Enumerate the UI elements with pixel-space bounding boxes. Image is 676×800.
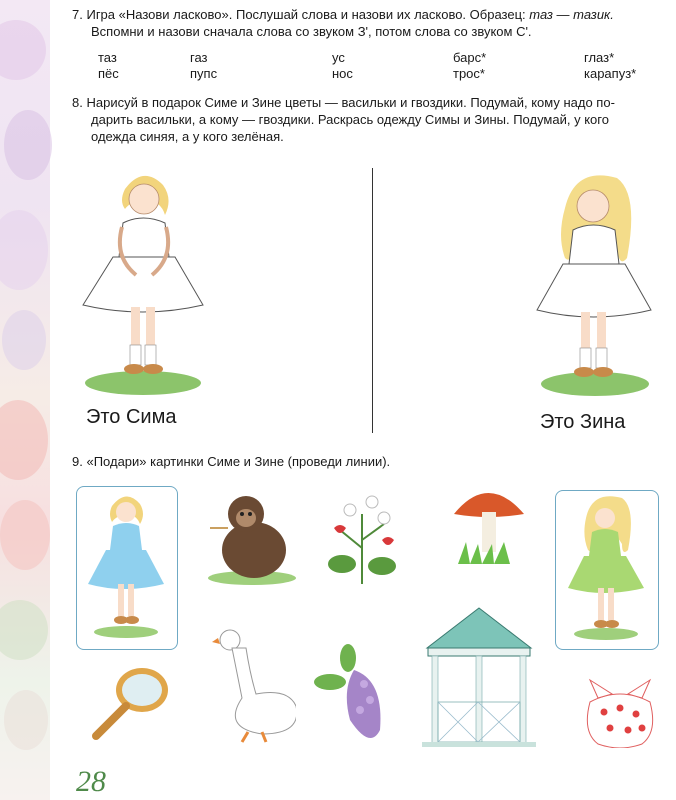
word: трос*: [453, 66, 485, 81]
label-zina: Это Зина: [540, 411, 626, 433]
label-sima: Это Сима: [86, 406, 177, 428]
task-7-number: 7.: [72, 7, 83, 22]
lilac-icon: [310, 640, 394, 744]
word: глаз*: [584, 50, 615, 65]
task-9-instructions: [72, 453, 662, 470]
task-7-example: таз — тазик.: [529, 7, 614, 22]
task-9-text: «Подари» картинки Симе и Зине (проведи линии).: [86, 454, 391, 469]
lilac-border-decoration: [0, 0, 50, 800]
word: нос: [332, 66, 353, 81]
girl-zina-icon: [560, 494, 652, 644]
monkey-icon: [206, 488, 298, 586]
word: газ: [190, 50, 208, 65]
task-7-text: Игра «Назови ласково». Послушай слова и назови их ласково. Образец:: [86, 7, 526, 22]
mushroom-icon: [448, 486, 530, 566]
task-9-number: 9.: [72, 454, 83, 469]
bundle-icon: [582, 668, 658, 748]
goose-icon: [212, 622, 296, 746]
girl-zina-outline-icon: [535, 168, 655, 400]
task-8-line1: Нарисуй в подарок Симе и Зине цветы — васильки и гвоздики. Подумай, кому надо по-: [86, 95, 615, 110]
gazebo-icon: [418, 602, 540, 748]
word-column: [332, 50, 353, 82]
word: карапуз*: [584, 66, 637, 81]
task-8-line2: дарить васильки, а кому — гвоздики. Раскрась одежду Симы и Зины. Подумай, у кого: [91, 112, 609, 127]
task-8-line3: одежда синяя, а у кого зелёная.: [91, 129, 284, 144]
word-column: [98, 50, 119, 82]
task-8-instructions: [72, 94, 662, 145]
word: таз: [98, 50, 117, 65]
task-7-line2: Вспомни и назови сначала слова со звуком З', потом слова со звуком С'.: [91, 24, 532, 39]
mirror-icon: [88, 660, 174, 742]
word-column: [190, 50, 217, 82]
girl-sima-outline-icon: [78, 165, 208, 397]
word: пупс: [190, 66, 218, 81]
task-7-instructions: [72, 6, 662, 40]
word: пёс: [98, 66, 119, 81]
center-divider: [372, 168, 373, 433]
page-number: 28: [76, 765, 106, 798]
word: барс*: [453, 50, 487, 65]
word-column: [453, 50, 486, 82]
strawberry-plant-icon: [322, 488, 404, 586]
word-column: [584, 50, 636, 82]
word: ус: [332, 50, 345, 65]
task-8-number: 8.: [72, 95, 83, 110]
girl-sima-icon: [80, 490, 172, 642]
